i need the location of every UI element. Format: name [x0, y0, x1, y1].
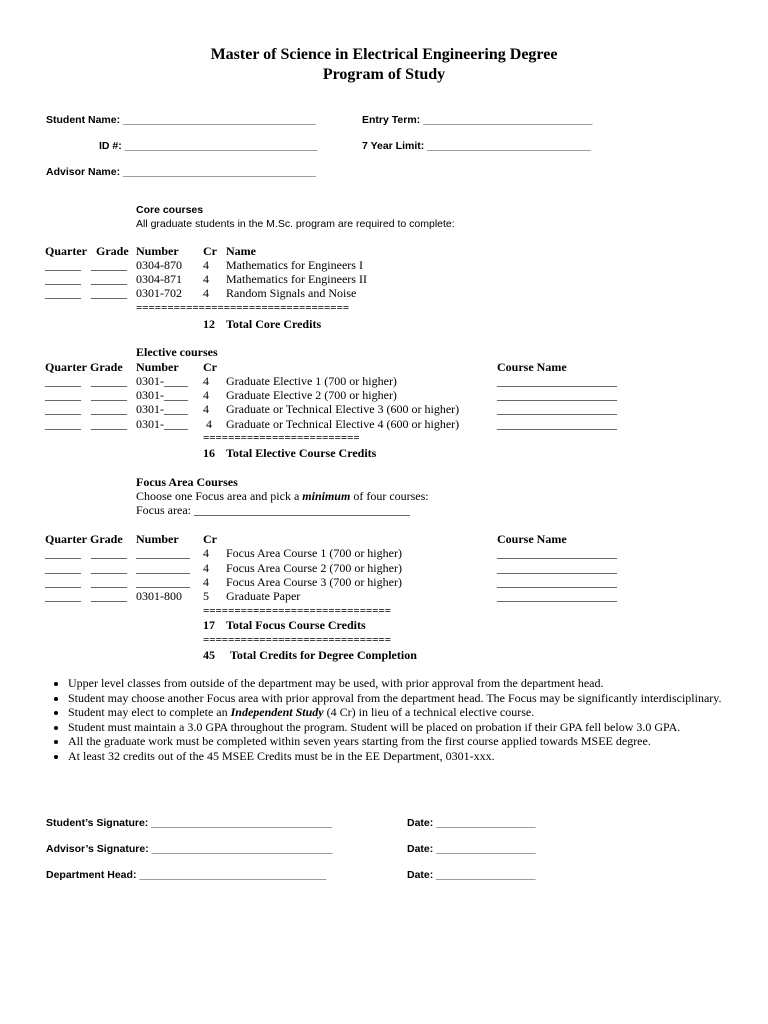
course-name-blank[interactable]: ____________________ — [497, 561, 617, 575]
course-name: Mathematics for Engineers II — [226, 272, 367, 286]
quarter-blank[interactable]: ______ — [45, 575, 81, 589]
course-name-blank[interactable]: ____________________ — [497, 388, 617, 402]
elective-total-label: Total Elective Course Credits — [226, 446, 377, 460]
seven-year-limit-field[interactable]: 7 Year Limit: ____________________________ — [362, 140, 591, 152]
course-number: 0301-800 — [136, 589, 182, 603]
elective-total-number: 16 — [203, 446, 215, 460]
course-credits: 5 — [203, 589, 209, 603]
course-name-blank[interactable]: ____________________ — [497, 417, 617, 431]
core-col-number: Number — [136, 244, 179, 258]
course-credits: 4 — [203, 286, 209, 300]
core-total-rule: ================================== — [136, 302, 350, 314]
quarter-blank[interactable]: ______ — [45, 388, 81, 402]
course-number: 0304-871 — [136, 272, 182, 286]
core-col-quarter: Quarter — [45, 244, 87, 258]
course-credits: 4 — [203, 272, 209, 286]
grand-total-number: 45 — [203, 648, 215, 662]
course-name: Graduate Elective 1 (700 or higher) — [226, 374, 397, 388]
course-name: Graduate Paper — [226, 589, 301, 603]
id-field[interactable]: ID #: _________________________________ — [99, 140, 318, 152]
note-text: Student may elect to complete an — [68, 705, 231, 719]
course-number-blank[interactable]: _________ — [136, 561, 190, 575]
elective-col-number: Number — [136, 360, 179, 374]
course-number-blank[interactable]: 0301-____ — [136, 417, 188, 431]
course-name: Focus Area Course 1 (700 or higher) — [226, 546, 402, 560]
core-total-label: Total Core Credits — [226, 317, 322, 331]
focus-total-number: 17 — [203, 618, 215, 632]
course-credits: 4 — [203, 258, 209, 272]
student-signature-field[interactable]: Student’s Signature: _______________________________ — [46, 817, 333, 829]
elective-col-quarter: Quarter — [45, 360, 87, 374]
focus-col-grade: Grade — [90, 532, 123, 546]
focus-intro-emphasis: minimum — [302, 489, 351, 503]
course-credits: 4 — [203, 374, 209, 388]
course-name: Random Signals and Noise — [226, 286, 357, 300]
course-credits: 4 — [203, 402, 209, 416]
grade-blank[interactable]: ______ — [91, 561, 127, 575]
core-col-cr: Cr — [203, 244, 217, 258]
grade-blank[interactable]: ______ — [91, 417, 127, 431]
course-name-blank[interactable]: ____________________ — [497, 402, 617, 416]
note-item: • At least 32 credits out of the 45 MSEE Credits must be in the EE Department, 0301-xxx. — [68, 749, 768, 764]
department-head-date-field[interactable]: Date: _________________ — [407, 869, 536, 881]
quarter-blank[interactable]: ______ — [45, 374, 81, 388]
course-number: 0301-702 — [136, 286, 182, 300]
advisor-name-field[interactable]: Advisor Name: _________________________________ — [46, 166, 316, 178]
focus-col-number: Number — [136, 532, 179, 546]
note-item — [68, 705, 768, 720]
course-credits: 4 — [206, 417, 212, 431]
note-text: (4 Cr) in lieu of a technical elective course. — [323, 705, 535, 719]
course-name-blank[interactable]: ____________________ — [497, 575, 617, 589]
quarter-blank[interactable]: ______ — [45, 589, 81, 603]
course-number: 0304-870 — [136, 258, 182, 272]
course-number-blank[interactable]: _________ — [136, 575, 190, 589]
elective-total-rule: ========================= — [203, 432, 360, 444]
grade-blank[interactable]: ______ — [91, 374, 127, 388]
document-subtitle: Program of Study — [322, 66, 446, 83]
course-name-blank[interactable]: ____________________ — [497, 546, 617, 560]
core-total-number: 12 — [203, 317, 215, 331]
course-credits: 4 — [203, 575, 209, 589]
elective-col-cr: Cr — [203, 360, 217, 374]
quarter-blank[interactable]: ______ — [45, 286, 81, 300]
grade-blank[interactable]: ______ — [91, 589, 127, 603]
quarter-blank[interactable]: ______ — [45, 417, 81, 431]
grade-blank[interactable]: ______ — [91, 546, 127, 560]
course-name: Mathematics for Engineers I — [226, 258, 363, 272]
department-head-signature-field[interactable]: Department Head: ________________________________ — [46, 869, 327, 881]
quarter-blank[interactable]: ______ — [45, 402, 81, 416]
quarter-blank[interactable]: ______ — [45, 546, 81, 560]
focus-intro-after: of four courses: — [350, 489, 429, 503]
quarter-blank[interactable]: ______ — [45, 272, 81, 286]
advisor-signature-field[interactable]: Advisor’s Signature: _______________________________ — [46, 843, 333, 855]
student-signature-date-field[interactable]: Date: _________________ — [407, 817, 536, 829]
note-emphasis: Independent Study — [230, 705, 324, 719]
focus-col-course-name: Course Name — [497, 532, 567, 546]
elective-col-grade: Grade — [90, 360, 123, 374]
focus-intro — [136, 489, 429, 503]
course-credits: 4 — [203, 561, 209, 575]
grade-blank[interactable]: ______ — [91, 388, 127, 402]
focus-total-label: Total Focus Course Credits — [226, 618, 366, 632]
focus-area-field[interactable]: Focus area: ____________________________________ — [136, 503, 410, 517]
course-name: Graduate Elective 2 (700 or higher) — [226, 388, 397, 402]
note-item: • Upper level classes from outside of the department may be used, with prior approval from the department head. — [68, 676, 768, 691]
document-title: Master of Science in Electrical Engineering Degree — [210, 46, 558, 63]
note-item: • Student may choose another Focus area with prior approval from the department head. The Focus may be significantly interdisciplinary. — [68, 691, 768, 706]
course-number-blank[interactable]: _________ — [136, 546, 190, 560]
elective-heading: Elective courses — [136, 345, 218, 359]
grade-blank[interactable]: ______ — [91, 575, 127, 589]
advisor-signature-date-field[interactable]: Date: _________________ — [407, 843, 536, 855]
program-notes-list — [30, 676, 768, 763]
course-name: Focus Area Course 2 (700 or higher) — [226, 561, 402, 575]
core-intro: All graduate students in the M.Sc. program are required to complete: — [136, 218, 455, 230]
course-name: Focus Area Course 3 (700 or higher) — [226, 575, 402, 589]
student-name-field[interactable]: Student Name: _________________________________ — [46, 114, 316, 126]
focus-col-cr: Cr — [203, 532, 217, 546]
note-item: • Student must maintain a 3.0 GPA throughout the program. Student will be placed on probation if their GPA fell below 3.0 GPA. — [68, 720, 768, 735]
course-number-blank[interactable]: 0301-____ — [136, 374, 188, 388]
course-name-blank[interactable]: ____________________ — [497, 374, 617, 388]
quarter-blank[interactable]: ______ — [45, 561, 81, 575]
course-credits: 4 — [203, 388, 209, 402]
entry-term-field[interactable]: Entry Term: _____________________________ — [362, 114, 593, 126]
grade-blank[interactable]: ______ — [91, 402, 127, 416]
focus-total-rule: ============================== — [203, 605, 392, 617]
core-col-name: Name — [226, 244, 256, 258]
grade-blank[interactable]: ______ — [91, 258, 127, 272]
focus-col-quarter: Quarter — [45, 532, 87, 546]
focus-intro-before: Choose one Focus area and pick a — [136, 489, 303, 503]
course-name: Graduate or Technical Elective 3 (600 or higher) — [226, 402, 460, 416]
course-credits: 4 — [203, 546, 209, 560]
grand-total-label: Total Credits for Degree Completion — [230, 648, 417, 662]
note-item: • All the graduate work must be completed within seven years starting from the first course applied towards MSEE degree. — [68, 734, 768, 749]
course-name-blank[interactable]: ____________________ — [497, 589, 617, 603]
grade-blank[interactable]: ______ — [91, 286, 127, 300]
course-number-blank[interactable]: 0301-____ — [136, 402, 188, 416]
elective-col-course-name: Course Name — [497, 360, 567, 374]
grade-blank[interactable]: ______ — [91, 272, 127, 286]
course-number-blank[interactable]: 0301-____ — [136, 388, 188, 402]
core-col-grade: Grade — [96, 244, 129, 258]
core-heading: Core courses — [136, 204, 204, 216]
quarter-blank[interactable]: ______ — [45, 258, 81, 272]
focus-heading: Focus Area Courses — [136, 475, 238, 489]
grand-total-rule: ============================== — [203, 634, 392, 646]
course-name: Graduate or Technical Elective 4 (600 or higher) — [226, 417, 460, 431]
